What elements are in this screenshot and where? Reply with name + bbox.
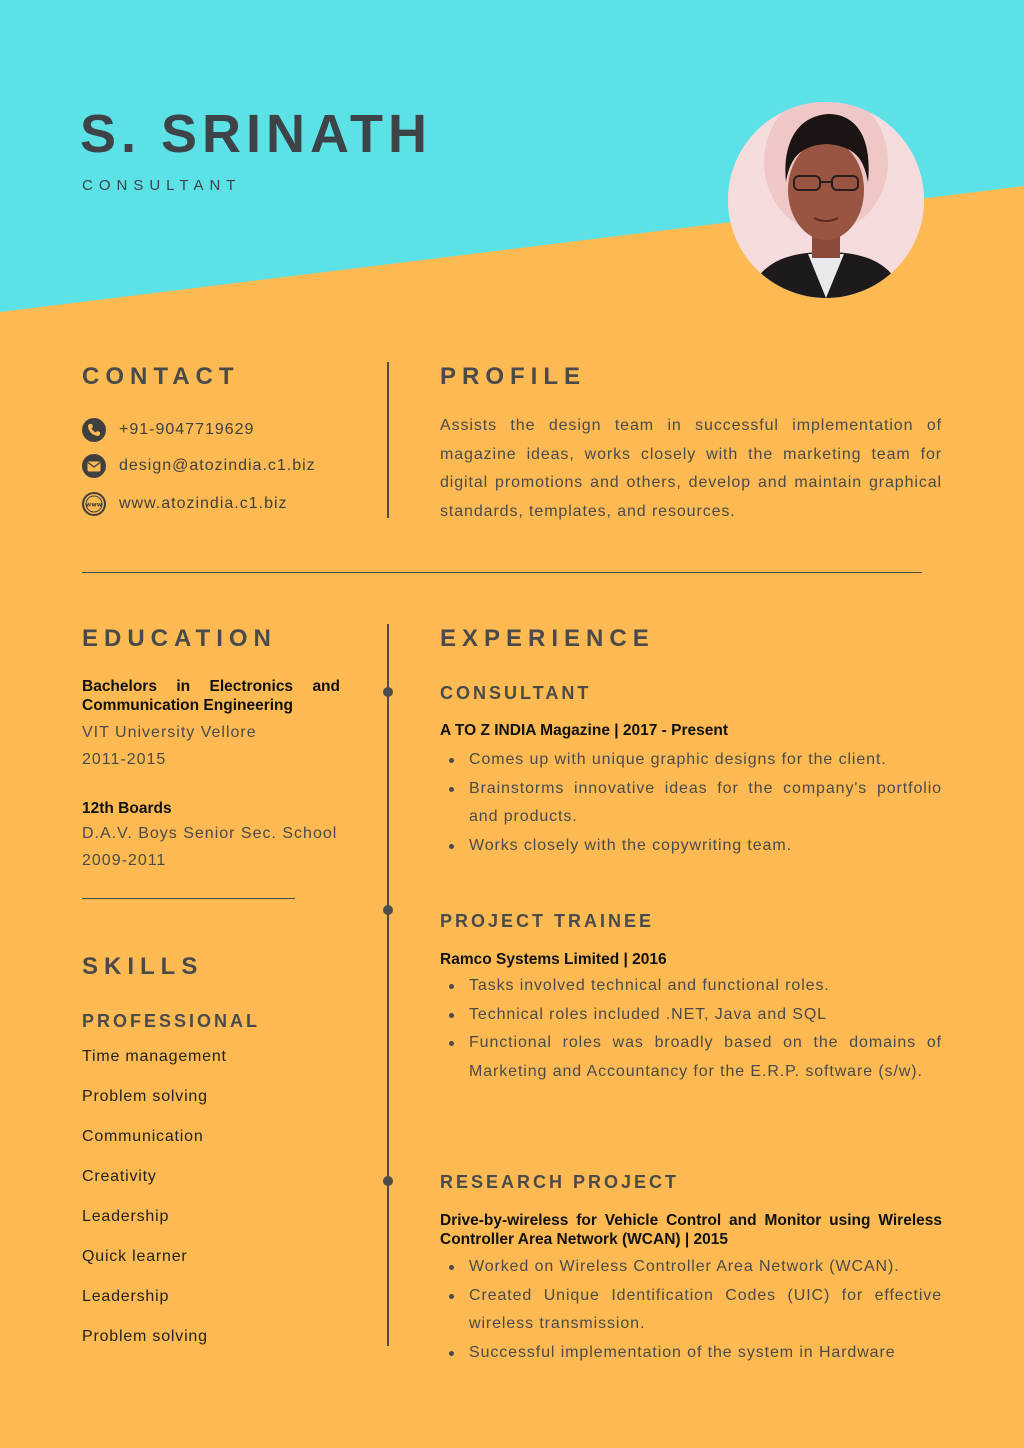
job-bullet: Comes up with unique graphic designs for the client. (469, 746, 942, 775)
skills-title: SKILLS (82, 953, 204, 980)
job-title: RESEARCH PROJECT (440, 1172, 680, 1192)
experience-item (440, 682, 942, 860)
timeline-line (387, 624, 389, 1346)
contact-website[interactable] (82, 491, 288, 517)
skill-item: Communication (82, 1128, 204, 1145)
contact-email-text: design@atozindia.c1.biz (119, 457, 316, 474)
job-bullets (440, 746, 942, 860)
skill-item: Problem solving (82, 1088, 208, 1105)
job-bullet: Works closely with the copywriting team. (469, 832, 942, 861)
education-degree: Bachelors in Electronics and Communication Engineering (82, 678, 340, 714)
skills-subtitle: PROFESSIONAL (82, 1011, 261, 1031)
experience-title: EXPERIENCE (440, 625, 655, 652)
profile-text: Assists the design team in successful implementation of magazine ideas, works closely with the marketing team for digital promotions and others, develop and maintain graphical standards, templates, and resources. (440, 417, 942, 520)
skill-item: Problem solving (82, 1328, 208, 1345)
profile-title: PROFILE (440, 363, 587, 390)
experience-item (440, 1171, 942, 1367)
job-subtitle: Ramco Systems Limited | 2016 (440, 951, 667, 968)
phone-icon (82, 418, 106, 442)
education-item (82, 799, 352, 874)
job-bullet: Worked on Wireless Controller Area Network (WCAN). (469, 1253, 942, 1282)
section-divider (82, 572, 922, 573)
contact-phone[interactable] (82, 417, 254, 443)
job-subtitle: A TO Z INDIA Magazine | 2017 - Present (440, 722, 729, 739)
education-degree: 12th Boards (82, 800, 172, 817)
job-bullet: Brainstorms innovative ideas for the company's portfolio and products. (469, 775, 942, 832)
contact-title: CONTACT (82, 363, 240, 390)
experience-item (440, 910, 942, 1086)
education-title: EDUCATION (82, 625, 277, 652)
job-bullet: Created Unique Identification Codes (UIC) for effective wireless transmission. (469, 1282, 942, 1339)
timeline-dot (383, 905, 393, 915)
skill-item: Quick learner (82, 1248, 188, 1265)
skill-item: Time management (82, 1048, 227, 1065)
globe-icon (82, 492, 106, 516)
skill-item: Leadership (82, 1288, 170, 1305)
education-years: 2009-2011 (82, 852, 167, 869)
top-column-divider (387, 362, 389, 518)
contact-email[interactable] (82, 453, 316, 479)
education-school: D.A.V. Boys Senior Sec. School (82, 825, 338, 842)
education-item (82, 677, 340, 773)
job-title: PROJECT TRAINEE (440, 911, 655, 931)
job-bullets (440, 972, 942, 1086)
job-bullet: Technical roles included .NET, Java and SQL (469, 1001, 942, 1030)
skill-item: Creativity (82, 1168, 157, 1185)
job-bullet: Successful implementation of the system in Hardware (469, 1339, 942, 1368)
contact-phone-text: +91-9047719629 (119, 421, 255, 438)
job-bullet: Tasks involved technical and functional roles. (469, 972, 942, 1001)
timeline-dot (383, 687, 393, 697)
skill-item: Leadership (82, 1208, 170, 1225)
education-divider (82, 898, 295, 899)
contact-website-text: www.atozindia.c1.biz (119, 495, 288, 512)
job-bullet: Functional roles was broadly based on the domains of Marketing and Accountancy for the E.R.P. software (s/w). (469, 1029, 942, 1086)
education-years: 2011-2015 (82, 751, 167, 768)
profile-photo (728, 102, 924, 298)
job-bullets (440, 1253, 942, 1367)
resume-name: S. SRINATH (80, 104, 433, 164)
job-subtitle: Drive-by-wireless for Vehicle Control and Monitor using Wireless Controller Area Network (WCAN) | 2015 (440, 1212, 942, 1248)
svg-text:www: www (85, 501, 103, 509)
job-title: CONSULTANT (440, 683, 592, 703)
timeline-dot (383, 1176, 393, 1186)
education-school: VIT University Vellore (82, 724, 257, 741)
resume-role: CONSULTANT (82, 177, 242, 194)
mail-icon (82, 454, 106, 478)
